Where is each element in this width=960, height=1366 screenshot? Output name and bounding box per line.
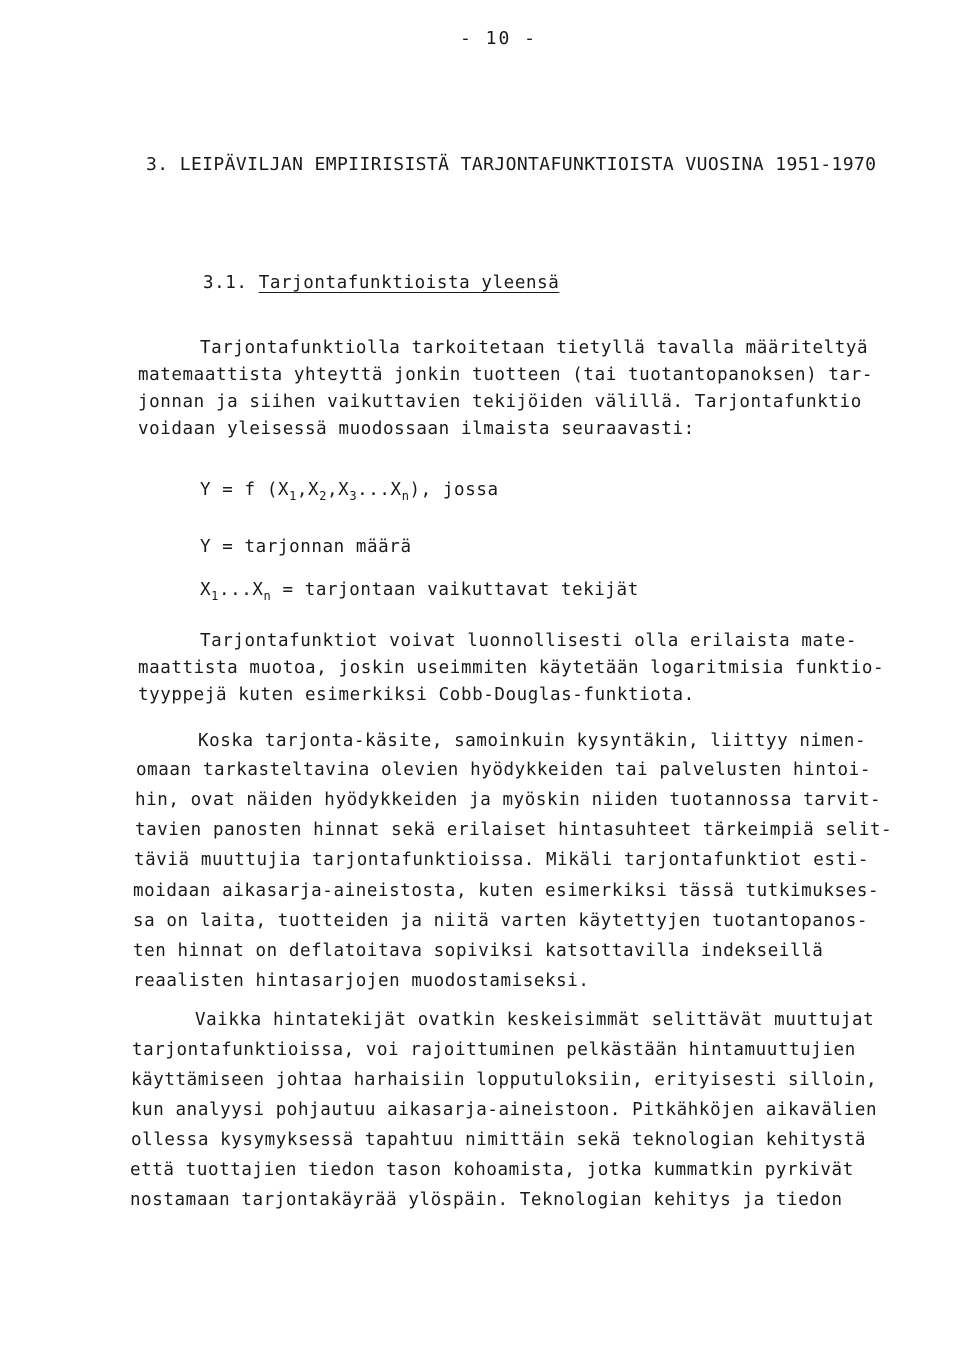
paragraph-4-line: nostamaan tarjontakäyrää ylöspäin. Teknologian kehitys ja tiedon [130,1190,843,1210]
paragraph-2-line: maattista muotoa, joskin useimmiten käytetään logaritmisia funktio- [138,658,885,678]
definition-subscript: n [263,589,272,603]
paragraph-1-line: matemaattista yhteyttä jonkin tuotteen (tai tuotantopanoksen) tar- [138,365,873,385]
paragraph-4-line: kun analyysi pohjautuu aikasarja-aineistoon. Pitkähköjen aikavälien [131,1100,878,1120]
paragraph-1-line: jonnan ja siihen vaikuttavien tekijöiden välillä. Tarjontafunktio [138,392,862,412]
paragraph-4-line: käyttämiseen johtaa harhaisiin lopputuloksiin, erityisesti silloin, [131,1070,878,1090]
paragraph-1-line: Tarjontafunktiolla tarkoitetaan tietyllä tavalla määriteltyä [200,338,869,358]
paragraph-2-line: Tarjontafunktiot voivat luonnollisesti olla erilaista mate- [200,631,858,651]
paragraph-3-line: ten hinnat on deflatoitava sopiviksi katsottavilla indekseillä [133,941,824,961]
definition-y: Y = tarjonnan määrä [200,537,412,557]
formula-subscript: n [401,489,410,503]
formula-text: ,X [296,480,320,500]
chapter-heading: 3. LEIPÄVILJAN EMPIIRISISTÄ TARJONTAFUNKTIOISTA VUOSINA 1951-1970 [146,154,877,175]
section-number: 3.1. [203,273,248,293]
definition-text: = tarjontaan vaikuttavat tekijät [271,580,639,600]
definition-text: ...X [218,580,264,600]
section-heading [203,272,559,294]
formula-subscript: 3 [349,489,358,503]
definition-text: X [200,580,212,600]
formula-subscript: 1 [289,489,297,503]
paragraph-2-line: tyyppejä kuten esimerkiksi Cobb-Douglas-funktiota. [138,685,695,705]
paragraph-4-line: että tuottajien tiedon tason kohoamista, jotka kummatkin pyrkivät [130,1160,854,1180]
supply-function-formula [200,479,499,501]
paragraph-4-line: Vaikka hintatekijät ovatkin keskeisimmät selittävät muuttujat [195,1010,875,1030]
formula-text: Y = f (X [200,480,290,500]
definition-x [200,579,639,601]
paragraph-4-line: tarjontafunktioissa, voi rajoittuminen pelkästään hintamuuttujien [132,1040,856,1060]
paragraph-4-line: ollessa kysymyksessä tapahtuu nimittäin sekä teknologian kehitystä [131,1130,866,1150]
paragraph-3-line: sa on laita, tuotteiden ja niitä varten käytettyjen tuotantopanos- [133,911,868,931]
page-number: - 10 - [460,28,538,49]
formula-text: ...X [357,480,402,500]
paragraph-3-line: tavien panosten hinnat sekä erilaiset hintasuhteet tärkeimpiä selit- [135,820,893,840]
formula-text: ), jossa [409,480,499,500]
paragraph-3-line: omaan tarkasteltavina olevien hyödykkeiden tai palvelusten hintoi- [136,760,871,780]
paragraph-3-line: Koska tarjonta-käsite, samoinkuin kysyntäkin, liittyy nimen- [198,731,867,751]
paragraph-3-line: hin, ovat näiden hyödykkeiden ja myöskin niiden tuotannossa tarvit- [135,790,882,810]
formula-subscript: 2 [319,489,328,503]
section-title: Tarjontafunktioista yleensä [258,273,560,293]
definition-subscript: 1 [211,589,219,603]
paragraph-1-line: voidaan yleisessä muodossaan ilmaista seuraavasti: [138,419,695,439]
paragraph-3-line: täviä muuttujia tarjontafunktioissa. Mikäli tarjontafunktiot esti- [134,850,869,870]
paragraph-3-line: reaalisten hintasarjojen muodostamiseksi. [133,971,590,991]
formula-text: ,X [327,480,350,500]
paragraph-3-line: moidaan aikasarja-aineistosta, kuten esimerkiksi tässä tutkimukses- [133,881,880,901]
